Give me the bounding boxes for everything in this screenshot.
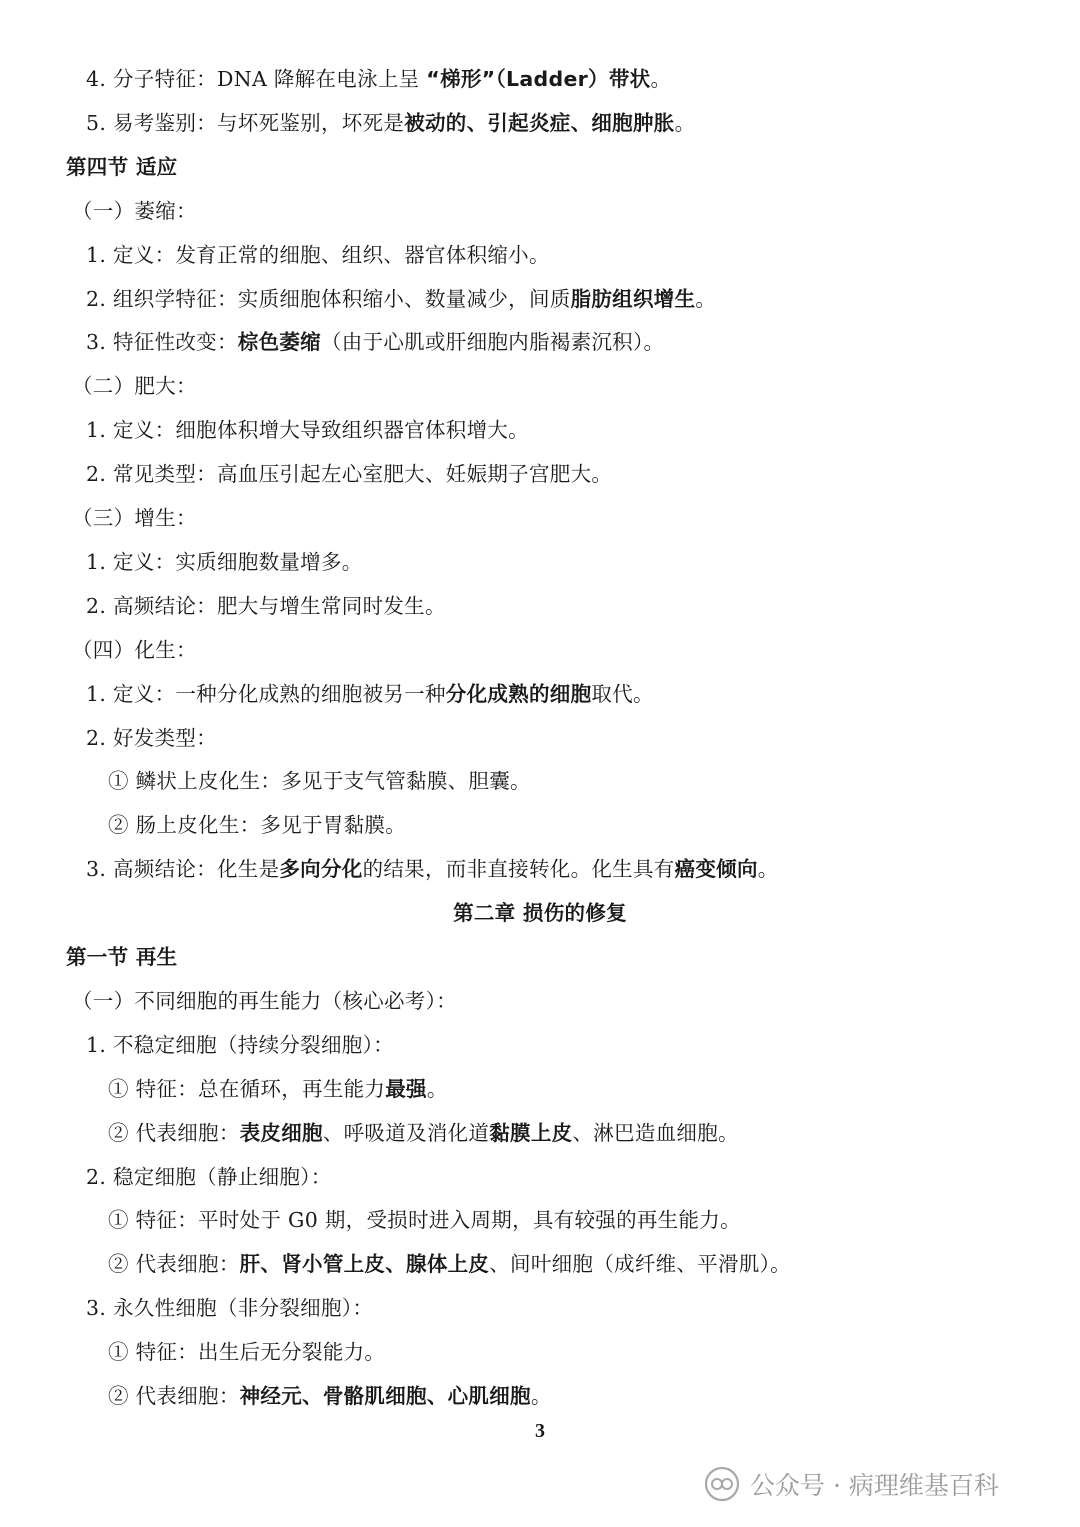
plain-text: ② 代表细胞：: [108, 1384, 240, 1408]
plain-text: ② 代表细胞：: [108, 1252, 240, 1277]
plain-text: 、淋巴造血细胞。: [572, 1120, 739, 1145]
sub-item: [108, 1118, 739, 1148]
plain-text: 1. 不稳定细胞（持续分裂细胞）：: [86, 1032, 394, 1057]
plain-text: 4. 分子特征：DNA 降解在电泳上呈: [86, 67, 427, 91]
plain-text: 1. 定义：实质细胞数量增多。: [86, 549, 363, 574]
subsection-heading: [72, 986, 457, 1016]
emphasis-text: 被动的、引起炎症、细胞肿胀: [404, 110, 675, 135]
numbered-item: [86, 240, 550, 270]
plain-text: 3. 永久性细胞（非分裂细胞）：: [86, 1296, 374, 1321]
sub-item: [108, 766, 531, 796]
emphasis-text: 第四节 适应: [66, 154, 178, 179]
plain-text: 。: [695, 286, 717, 311]
plain-text: 1. 定义：细胞体积增大导致组织器官体积增大。: [86, 418, 529, 443]
plain-text: 的结果，而非直接转化。化生具有: [362, 857, 675, 882]
emphasis-text: 棕色萎缩: [237, 330, 321, 355]
plain-text: 2. 常见类型：高血压引起左心室肥大、妊娠期子宫肥大。: [86, 462, 613, 487]
plain-text: 。: [674, 110, 696, 135]
numbered-item: [86, 723, 217, 753]
emphasis-text: “梯形”（Ladder）带状: [426, 67, 651, 91]
numbered-item: [86, 1030, 394, 1060]
emphasis-text: 黏膜上皮: [489, 1120, 573, 1145]
emphasis-text: 肝、肾小管上皮、腺体上皮: [239, 1252, 490, 1277]
numbered-item: [86, 1162, 332, 1192]
plain-text: 2. 稳定细胞（静止细胞）：: [86, 1164, 332, 1189]
sub-item: [108, 1074, 448, 1104]
sub-item: [108, 810, 406, 840]
numbered-item: [86, 854, 779, 884]
plain-text: 。: [757, 857, 779, 882]
numbered-item: [86, 1293, 373, 1323]
watermark-text: 公众号 · 病理维基百科: [750, 1471, 999, 1500]
plain-text: ① 鳞状上皮化生：多见于支气管黏膜、胆囊。: [108, 769, 531, 794]
emphasis-text: 表皮细胞: [239, 1120, 323, 1145]
subsection-heading: [72, 635, 197, 665]
plain-text: （一）不同细胞的再生能力（核心必考）：: [72, 988, 457, 1013]
plain-text: 3. 高频结论：化生是: [86, 857, 280, 882]
plain-text: 。: [650, 67, 672, 91]
emphasis-text: 癌变倾向: [674, 857, 758, 882]
plain-text: 1. 定义：发育正常的细胞、组织、器官体积缩小。: [86, 242, 550, 267]
emphasis-text: 最强: [385, 1076, 427, 1101]
numbered-item: [86, 64, 671, 94]
plain-text: （二）肥大：: [72, 374, 197, 399]
sub-item: [108, 1205, 741, 1235]
numbered-item: [86, 679, 654, 709]
plain-text: 2. 组织学特征：实质细胞体积缩小、数量减少，间质: [86, 286, 571, 311]
wechat-official-account-icon: [704, 1466, 740, 1502]
plain-text: 2. 高频结论：肥大与增生常同时发生。: [86, 593, 446, 618]
subsection-heading: [72, 371, 197, 401]
sub-item: [108, 1337, 385, 1367]
plain-text: 1. 定义：一种分化成熟的细胞被另一种: [86, 681, 446, 706]
subsection-heading: [72, 196, 197, 226]
numbered-item: [86, 327, 664, 357]
page-number: 3: [535, 1420, 545, 1442]
sub-item: [108, 1381, 552, 1411]
plain-text: 5. 易考鉴别：与坏死鉴别，坏死是: [86, 110, 405, 135]
plain-text: （由于心肌或肝细胞内脂褐素沉积）。: [320, 330, 665, 355]
numbered-item: [86, 591, 446, 621]
section-heading: [66, 942, 177, 972]
plain-text: 2. 好发类型：: [86, 725, 217, 750]
plain-text: ① 特征：平时处于 G0 期，受损时进入周期，具有较强的再生能力。: [108, 1208, 741, 1233]
plain-text: ② 代表细胞：: [108, 1120, 240, 1145]
plain-text: 、呼吸道及消化道: [322, 1120, 490, 1145]
plain-text: 取代。: [591, 681, 654, 706]
section-heading: [66, 152, 177, 182]
subsection-heading: [72, 503, 197, 533]
emphasis-text: 脂肪组织增生: [570, 286, 696, 311]
plain-text: ① 特征：总在循环，再生能力: [108, 1076, 386, 1101]
plain-text: （一）萎缩：: [72, 198, 197, 223]
emphasis-text: 多向分化: [279, 857, 363, 882]
numbered-item: [86, 108, 695, 138]
numbered-item: [86, 459, 612, 489]
numbered-item: [86, 284, 716, 314]
plain-text: 。: [426, 1076, 448, 1101]
plain-text: ② 肠上皮化生：多见于胃黏膜。: [108, 813, 407, 838]
plain-text: （四）化生：: [72, 637, 197, 662]
emphasis-text: 第一节 再生: [66, 945, 178, 969]
numbered-item: [86, 547, 363, 577]
numbered-item: [86, 415, 529, 445]
watermark: [704, 1462, 999, 1506]
chapter-heading: [0, 898, 1080, 928]
plain-text: 。: [530, 1384, 552, 1408]
plain-text: （三）增生：: [72, 506, 197, 530]
emphasis-text: 分化成熟的细胞: [445, 681, 592, 706]
plain-text: ① 特征：出生后无分裂能力。: [108, 1340, 386, 1365]
emphasis-text: 神经元、骨骼肌细胞、心肌细胞: [239, 1384, 531, 1408]
sub-item: [108, 1249, 791, 1279]
plain-text: 3. 特征性改变：: [86, 330, 238, 355]
emphasis-text: 第二章 损伤的修复: [453, 901, 627, 926]
plain-text: 、间叶细胞（成纤维、平滑肌）。: [489, 1252, 791, 1277]
